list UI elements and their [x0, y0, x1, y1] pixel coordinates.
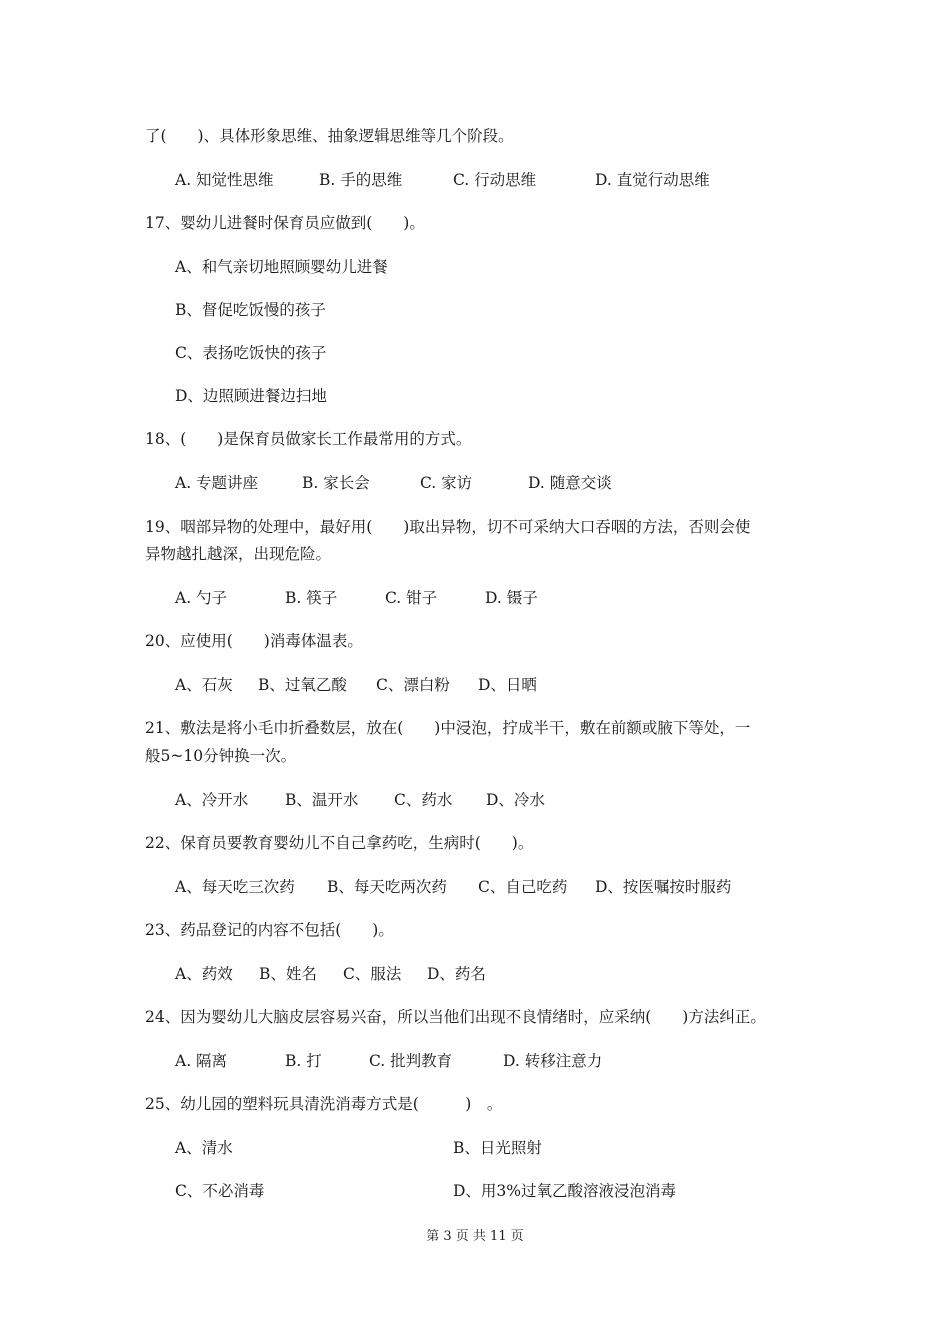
question-continuation: 了( )、具体形象思维、抽象逻辑思维等几个阶段。 — [145, 127, 514, 145]
option-a: A. 勺子 — [175, 589, 228, 607]
option-b: B、温开水 — [285, 791, 359, 809]
option-17b: B、督促吃饭慢的孩子 — [175, 301, 326, 319]
option-b: B、过氧乙酸 — [258, 676, 347, 694]
option-d: D. 镊子 — [485, 589, 538, 607]
option-c: C. 家访 — [420, 474, 473, 492]
question-22: 22、保育员要教育婴幼儿不自己拿药吃，生病时( )。 — [145, 834, 534, 852]
option-17a: A、和气亲切地照顾婴幼儿进餐 — [175, 258, 388, 276]
option-c: C、漂白粉 — [376, 676, 450, 694]
option-d: D. 随意交谈 — [528, 474, 612, 492]
option-17c: C、表扬吃饭快的孩子 — [175, 344, 327, 362]
option-b: B. 筷子 — [285, 589, 338, 607]
option-b: B、姓名 — [259, 965, 317, 983]
question-20: 20、应使用( )消毒体温表。 — [145, 632, 363, 650]
option-b: B. 打 — [285, 1052, 322, 1070]
option-d: D、用3%过氧乙酸溶液浸泡消毒 — [453, 1182, 677, 1200]
question-23: 23、药品登记的内容不包括( )。 — [145, 921, 394, 939]
option-d: D. 转移注意力 — [503, 1052, 603, 1070]
option-c: C、不必消毒 — [175, 1182, 265, 1200]
question-17: 17、婴幼儿进餐时保育员应做到( )。 — [145, 214, 425, 232]
option-b: B. 家长会 — [302, 474, 370, 492]
option-d: D、冷水 — [486, 791, 545, 809]
option-a: A. 隔离 — [175, 1052, 228, 1070]
option-d: D、日晒 — [478, 676, 537, 694]
option-a: A、石灰 — [175, 676, 233, 694]
option-a: A. 知觉性思维 — [175, 171, 274, 189]
option-c: C. 钳子 — [385, 589, 438, 607]
question-24: 24、因为婴幼儿大脑皮层容易兴奋，所以当他们出现不良情绪时，应采纳( )方法纠正。 — [145, 1008, 766, 1026]
question-19-line1: 19、咽部异物的处理中，最好用( )取出异物，切不可采纳大口吞咽的方法，否则会使 — [145, 518, 751, 536]
question-21-line1: 21、敷法是将小毛巾折叠数层，放在( )中浸泡，拧成半干，敷在前额或腋下等处，一 — [145, 719, 751, 737]
option-b: B. 手的思维 — [319, 171, 403, 189]
question-21-line2: 般5~10分钟换一次。 — [145, 747, 297, 765]
option-c: C. 行动思维 — [453, 171, 537, 189]
option-d: D. 直觉行动思维 — [595, 171, 710, 189]
option-d: D、按医嘱按时服药 — [595, 878, 732, 896]
option-c: C、服法 — [343, 965, 402, 983]
option-a: A、清水 — [175, 1139, 233, 1157]
question-18: 18、( )是保育员做家长工作最常用的方式。 — [145, 430, 472, 448]
option-c: C、自己吃药 — [478, 878, 568, 896]
option-a: A. 专题讲座 — [175, 474, 259, 492]
option-a: A、药效 — [175, 965, 233, 983]
option-a: A、冷开水 — [175, 791, 249, 809]
question-25: 25、幼儿园的塑料玩具清洗消毒方式是( ) 。 — [145, 1095, 503, 1113]
option-c: C. 批判教育 — [369, 1052, 453, 1070]
question-19-line2: 异物越扎越深，出现危险。 — [145, 545, 332, 563]
page-footer: 第 3 页 共 11 页 — [426, 1229, 524, 1244]
option-b: B、日光照射 — [453, 1139, 542, 1157]
option-a: A、每天吃三次药 — [175, 878, 295, 896]
option-b: B、每天吃两次药 — [327, 878, 447, 896]
option-d: D、药名 — [427, 965, 486, 983]
option-c: C、药水 — [394, 791, 453, 809]
option-17d: D、边照顾进餐边扫地 — [175, 387, 327, 405]
